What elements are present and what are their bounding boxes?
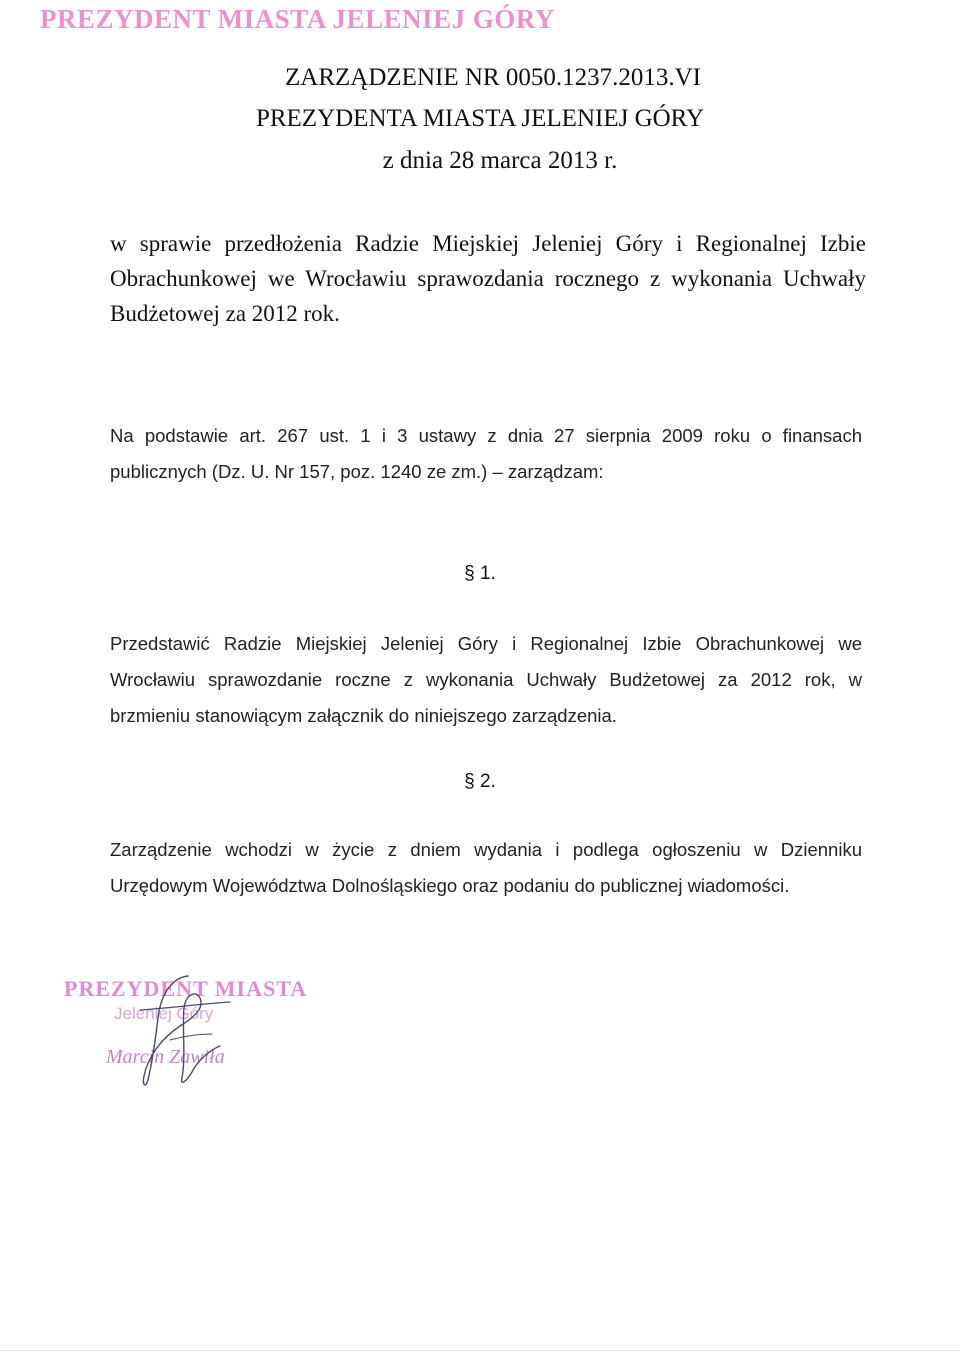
stamp-city: Jeleniej Góry <box>114 1004 214 1023</box>
handwritten-signature <box>100 968 240 1098</box>
section-1-mark: § 1. <box>464 563 496 584</box>
issue-date: z dnia 28 marca 2013 r. <box>382 147 618 174</box>
ordinance-subject: w sprawie przedłożenia Radzie Miejskiej Jeleniej Góry i Regionalnej Izbie Obrachunkowej we Wrocławiu sprawozdania rocznego z wykonania Uchwały Budżetowej za 2012 rok. <box>110 231 866 326</box>
ordinance-number: ZARZĄDZENIE NR 0050.1237.2013.VI <box>285 64 701 91</box>
section-1-text: Przedstawić Radzie Miejskiej Jeleniej Góry i Regionalnej Izbie Obrachunkowej we Wrocławiu sprawozdanie roczne z wykonania Uchwały Budżetowej za 2012 rok, w brzmieniu stanowiącym załącznik do niniejszego zarządzenia. <box>110 633 862 726</box>
header-stamp: PREZYDENT MIASTA JELENIEJ GÓRY <box>40 4 555 34</box>
section-2-text: Zarządzenie wchodzi w życie z dniem wydania i podlega ogłoszeniu w Dzienniku Urzędowym Województwa Dolnośląskiego oraz podaniu do publicznej wiadomości. <box>110 839 862 896</box>
legal-basis: Na podstawie art. 267 ust. 1 i 3 ustawy z dnia 27 sierpnia 2009 roku o finansach publicznych (Dz. U. Nr 157, poz. 1240 ze zm.) – zarządzam: <box>110 425 862 482</box>
stamp-title: PREZYDENT MIASTA <box>64 976 308 1001</box>
stamp-name: Marcin Zawiła <box>106 1046 225 1068</box>
page-bottom-edge <box>0 1350 960 1351</box>
issuer: PREZYDENTA MIASTA JELENIEJ GÓRY <box>255 105 705 132</box>
section-2-mark: § 2. <box>464 771 496 792</box>
